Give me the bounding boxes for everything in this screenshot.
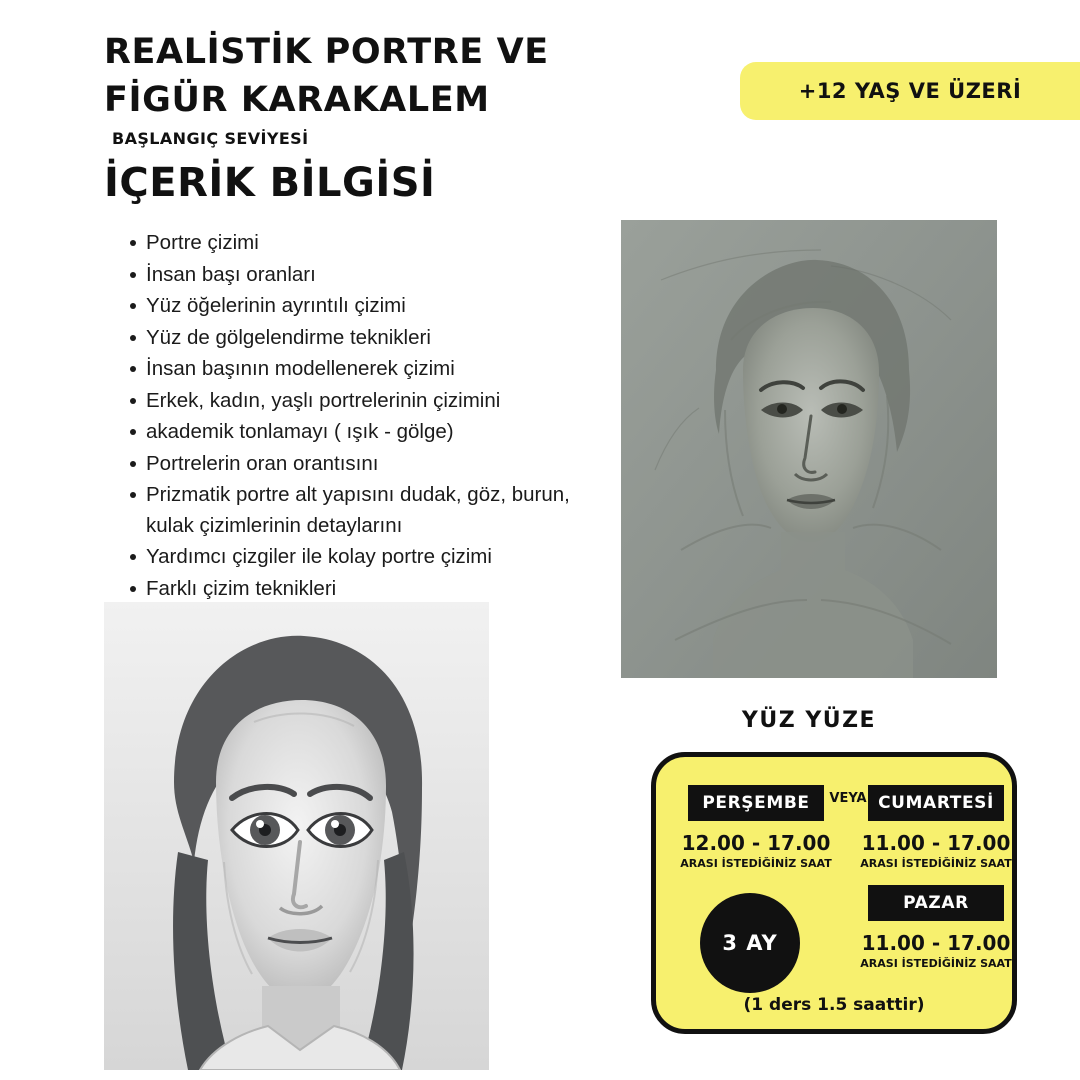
schedule-card — [651, 752, 1017, 1034]
list-item: Erkek, kadın, yaşlı portrelerinin çizimini — [130, 386, 604, 417]
list-item: Prizmatik portre alt yapısını dudak, göz, burun, kulak çizimlerinin detaylarını — [130, 480, 604, 541]
list-item: Portrelerin oran orantısını — [130, 449, 604, 480]
content-heading: İÇERİK BİLGİSİ — [104, 160, 436, 206]
child-portrait-sketch — [104, 602, 489, 1070]
adult-portrait-sketch — [621, 220, 997, 678]
hours-cumartesi: 11.00 - 17.00 — [861, 831, 1011, 855]
list-item: akademik tonlamayı ( ışık - gölge) — [130, 417, 604, 448]
child-portrait-image — [104, 602, 489, 1070]
note-pazar: ARASI İSTEDİĞİNİZ SAAT — [860, 957, 1012, 970]
hours-persembe: 12.00 - 17.00 — [681, 831, 831, 855]
list-item: Farklı çizim teknikleri — [130, 574, 604, 605]
note-persembe: ARASI İSTEDİĞİNİZ SAAT — [680, 857, 832, 870]
title-block — [104, 28, 664, 148]
page-subtitle: BAŞLANGIÇ SEVİYESİ — [112, 128, 309, 148]
duration-badge: 3 AY — [700, 893, 800, 993]
page-title: REALİSTİK PORTRE VE FİGÜR KARAKALEM — [104, 32, 549, 121]
list-item: Yüz de gölgelendirme teknikleri — [130, 323, 604, 354]
lesson-duration-note: (1 ders 1.5 saattir) — [743, 995, 925, 1015]
age-badge-label: +12 YAŞ VE ÜZERİ — [798, 79, 1022, 103]
age-badge — [740, 62, 1080, 120]
adult-portrait-image — [621, 220, 997, 678]
content-list — [104, 228, 604, 605]
day-chip-persembe: PERŞEMBE — [688, 785, 824, 821]
note-cumartesi: ARASI İSTEDİĞİNİZ SAAT — [860, 857, 1012, 870]
list-item: Yardımcı çizgiler ile kolay portre çizimi — [130, 542, 604, 573]
schedule-connector: VEYA — [829, 791, 867, 806]
list-item: İnsan başı oranları — [130, 260, 604, 291]
list-item: Portre çizimi — [130, 228, 604, 259]
hours-pazar: 11.00 - 17.00 — [861, 931, 1011, 955]
day-chip-pazar: PAZAR — [868, 885, 1004, 921]
day-chip-cumartesi: CUMARTESİ — [868, 785, 1004, 821]
list-item: Yüz öğelerinin ayrıntılı çizimi — [130, 291, 604, 322]
list-item: İnsan başının modellenerek çizimi — [130, 354, 604, 385]
schedule-title: YÜZ YÜZE — [741, 708, 877, 733]
